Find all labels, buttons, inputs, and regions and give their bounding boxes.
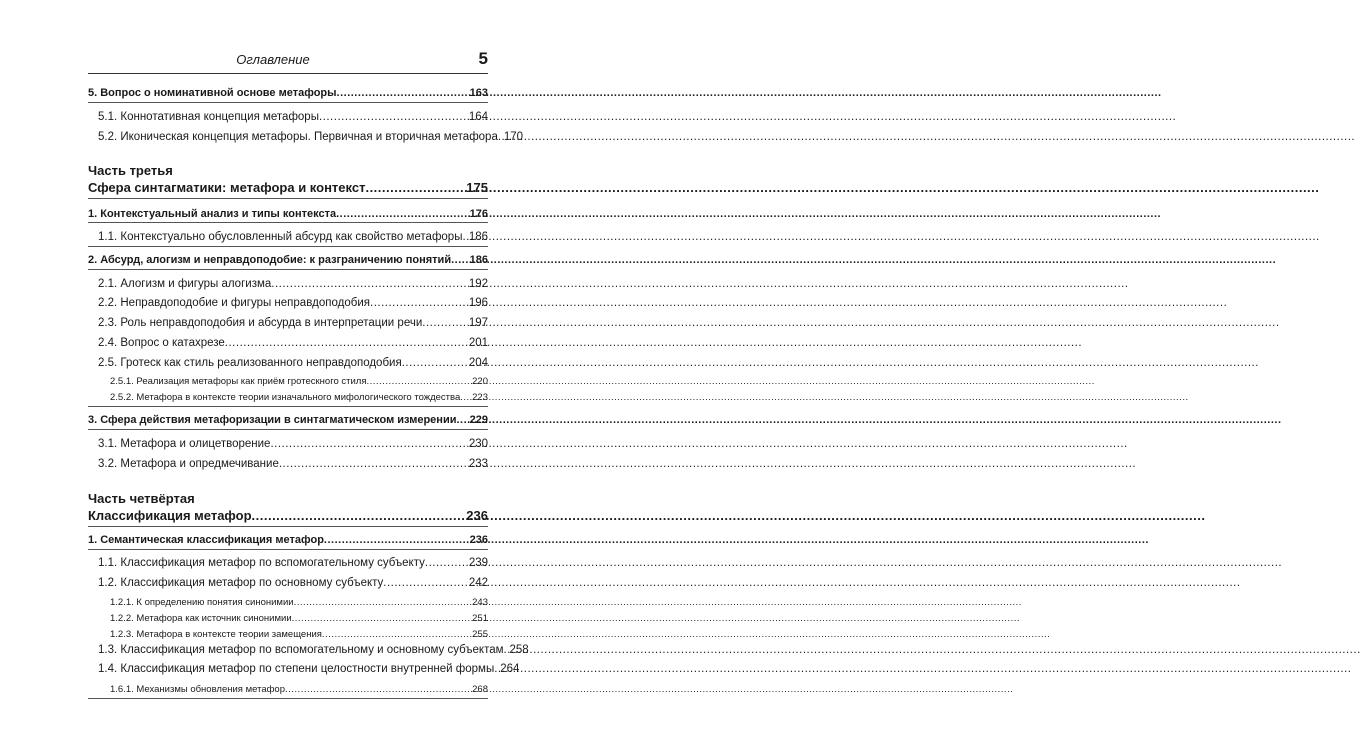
toc-leader — [279, 457, 469, 472]
entry-separator — [88, 549, 488, 550]
toc-entry-page: 236 — [466, 508, 488, 523]
toc-leader — [271, 277, 469, 292]
toc-leader — [337, 86, 470, 101]
part-title: Классификация метафор — [88, 508, 252, 523]
toc-leader — [270, 437, 468, 452]
toc-entry — [88, 253, 488, 268]
toc-entry-title: 3.1. Метафора и олицетворение — [98, 438, 271, 450]
toc-entry-title: 2.4. Вопрос о катахрезе — [98, 337, 225, 349]
toc-entry — [88, 662, 520, 677]
toc-entry — [88, 130, 524, 145]
toc-entry-page: 186 — [468, 231, 488, 243]
toc-leader — [451, 253, 470, 268]
part-heading — [88, 508, 488, 523]
toc-entry-page: 196 — [468, 297, 488, 309]
toc-entry — [88, 356, 488, 371]
entry-separator — [88, 526, 488, 527]
part-label: Часть четвёртая — [88, 491, 195, 506]
toc-entry — [88, 277, 488, 292]
toc-entry — [88, 296, 488, 311]
toc-entry — [88, 627, 488, 642]
entry-separator — [88, 429, 488, 430]
toc-entry-title: 1.2.2. Метафора как источник синонимии — [110, 613, 292, 624]
page-number: 5 — [478, 49, 488, 68]
toc-leader — [336, 207, 470, 222]
toc-leader — [294, 595, 473, 610]
toc-entry-title: 2.2. Неправдоподобие и фигуры неправдоподобия — [98, 297, 371, 309]
toc-leader — [285, 682, 472, 697]
toc-leader — [422, 316, 469, 331]
toc-leader — [322, 627, 472, 642]
toc-entry-title: 1.4. Классификация метафор по степени целостности внутренней формы — [98, 663, 495, 675]
toc-entry-page: 251 — [472, 613, 488, 624]
toc-entry-title: 1.1. Контекстуально обусловленный абсурд как свойство метафоры — [98, 231, 463, 243]
toc-entry-page: 242 — [468, 577, 488, 589]
toc-entry-page: 233 — [468, 458, 488, 470]
toc-entry-title: 2.1. Алогизм и фигуры алогизма — [98, 278, 272, 290]
toc-entry-page: 236 — [469, 534, 488, 546]
toc-entry-page: 192 — [468, 278, 488, 290]
toc-entry — [88, 86, 488, 101]
toc-entry-page: 243 — [472, 597, 488, 608]
toc-entry-title: 1.2.1. К определению понятия синонимии — [110, 597, 294, 608]
toc-entry-page: 197 — [468, 317, 488, 329]
toc-entry-title: 1.2. Классификация метафор по основному субъекту — [98, 577, 384, 589]
toc-leader — [292, 611, 473, 626]
toc-entry — [88, 457, 488, 472]
toc-leader — [370, 296, 469, 311]
toc-entry-title: 1.6.1. Механизмы обновления метафор — [110, 684, 285, 695]
toc-entry-page: 239 — [468, 557, 488, 569]
toc-entry-title: 2.3. Роль неправдоподобия и абсурда в интерпретации речи — [98, 317, 423, 329]
toc-entry-page: 175 — [466, 180, 488, 195]
toc-entry-title: 5.2. Иконическая концепция метафоры. Первичная и вторичная метафора — [98, 131, 498, 143]
toc-entry-page: 230 — [468, 438, 488, 450]
toc-entry-page: 229 — [469, 414, 488, 426]
toc-entry-title: 1. Семантическая классификация метафор — [88, 534, 324, 546]
entry-separator — [88, 102, 488, 103]
toc-entry-title: 3. Сфера действия метафоризации в синтагматическом измерении — [88, 414, 457, 426]
toc-entry-title: 2.5. Гротеск как стиль реализованного неправдоподобия — [98, 357, 402, 369]
toc-entry — [88, 230, 488, 245]
toc-entry — [88, 556, 488, 571]
toc-entry — [88, 533, 488, 548]
entry-separator — [88, 406, 488, 407]
toc-entry — [88, 110, 488, 125]
toc-entry — [88, 413, 488, 428]
toc-entry-page: 176 — [469, 208, 488, 220]
part-title: Сфера синтагматики: метафора и контекст — [88, 180, 366, 195]
toc-entry-title: 5.1. Коннотативная концепция метафоры — [98, 111, 319, 123]
toc-entry — [88, 207, 488, 222]
toc-leader — [365, 180, 466, 195]
toc-entry — [88, 437, 488, 452]
toc-entry-page: 201 — [468, 337, 488, 349]
toc-entry-title: 1.3. Классификация метафор по вспомогательному и основному субъектам — [98, 644, 504, 656]
toc-entry-title: 1.2.3. Метафора в контексте теории замещения — [110, 629, 322, 640]
toc-entry-title: 2.5.2. Метафора в контексте теории изначального мифологического тождества — [110, 392, 461, 403]
toc-entry — [88, 595, 488, 610]
toc-entry-page: 164 — [468, 111, 488, 123]
toc-entry — [88, 576, 488, 591]
toc-entry-page: 223 — [472, 392, 488, 403]
part-label: Часть третья — [88, 163, 173, 178]
toc-entry — [88, 316, 488, 331]
toc-entry-page: 163 — [469, 87, 488, 99]
part-heading — [88, 180, 488, 195]
toc-entry-page: 170 — [503, 131, 524, 143]
toc-entry — [88, 390, 488, 405]
entry-separator — [88, 269, 488, 270]
toc-entry-page: 264 — [500, 663, 520, 675]
header-rule — [88, 73, 488, 74]
toc-entry-page: 268 — [472, 684, 488, 695]
toc-leader — [402, 356, 469, 371]
toc-entry-title: 1. Контекстуальный анализ и типы контекста — [88, 208, 337, 220]
toc-entry-title: 2. Абсурд, алогизм и неправдоподобие: к разграничению понятий — [88, 254, 452, 266]
running-head — [88, 49, 488, 72]
toc-entry — [88, 611, 488, 626]
toc-entry-page: 258 — [509, 644, 529, 656]
toc-entry-title: 5. Вопрос о номинативной основе метафоры — [88, 87, 337, 99]
toc-leader — [324, 533, 470, 548]
toc-entry-title: 2.5.1. Реализация метафоры как приём гротескного стиля — [110, 376, 367, 387]
entry-separator — [88, 198, 488, 199]
running-head-title: Оглавление — [236, 52, 310, 67]
toc-entry — [88, 336, 488, 351]
toc-entry — [88, 374, 488, 389]
entry-separator — [88, 222, 488, 223]
toc-entry-title: 3.2. Метафора и опредмечивание — [98, 458, 279, 470]
toc-entry-page: 220 — [472, 376, 488, 387]
entry-separator — [88, 246, 488, 247]
toc-leader — [460, 390, 472, 405]
toc-page — [0, 0, 600, 750]
entry-separator — [88, 698, 488, 699]
toc-entry-page: 255 — [472, 629, 488, 640]
toc-leader — [225, 336, 469, 351]
toc-entry-page: 204 — [468, 357, 488, 369]
toc-entry-page: 186 — [469, 254, 488, 266]
toc-leader — [319, 110, 469, 125]
toc-leader — [456, 413, 469, 428]
toc-entry-title: 1.1. Классификация метафор по вспомогательному субъекту — [98, 557, 425, 569]
toc-entry — [88, 682, 488, 697]
toc-leader — [367, 374, 473, 389]
toc-entry — [88, 643, 529, 658]
toc-leader — [383, 576, 469, 591]
toc-leader — [252, 508, 467, 523]
toc-leader — [425, 556, 469, 571]
